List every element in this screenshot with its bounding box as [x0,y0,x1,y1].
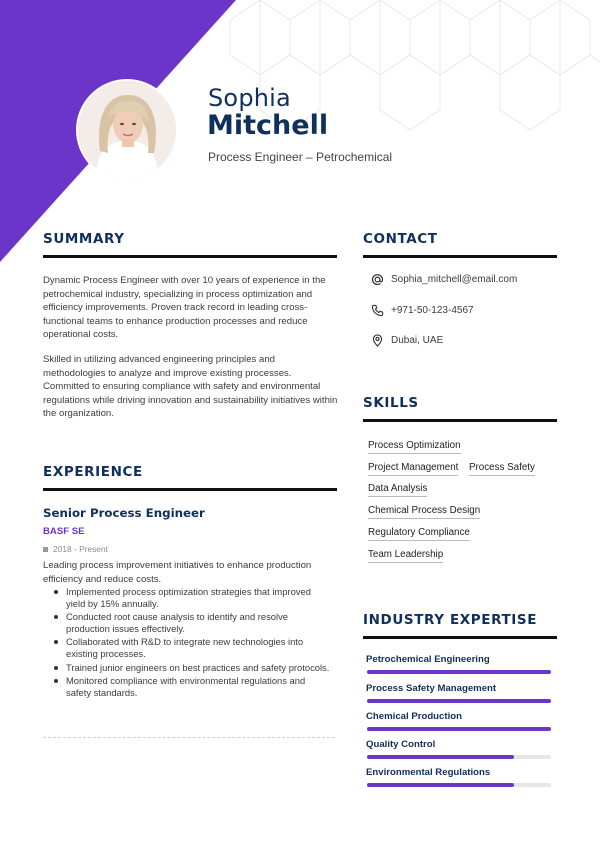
summary-paragraph-2: Skilled in utilizing advanced engineering principles and methodologies to analyze and improve existing processes. Committed to ensuring compliance with safety and environmental regulations while driving innovation and sustainability initiatives within the organization. [43,354,338,419]
contact-location [371,334,443,347]
expertise-label: Chemical Production [366,711,462,722]
list-item: Collaborated with R&D to integrate new technologies into existing processes. [52,636,332,659]
avatar [76,79,178,181]
expertise-label: Petrochemical Engineering [366,654,490,665]
summary-paragraph-1: Dynamic Process Engineer with over 10 years of experience in the petrochemical industry, specializing in process optimization and efficiency improvements. Proven track record in leading cross-functional teams to enhance production processes and reduce operational costs. [43,275,326,340]
job-title: Senior Process Engineer [43,506,205,520]
company-name: BASF SE [43,526,85,537]
section-divider [43,737,335,738]
job-dates [43,544,108,554]
last-name: Mitchell [207,110,329,141]
expertise-label: Quality Control [366,739,436,750]
skill-tag: Chemical Process Design [368,505,480,519]
summary-rule [43,255,337,258]
list-item: Monitored compliance with environmental regulations and safety standards. [52,675,332,698]
expertise-bar-fill [367,755,514,759]
expertise-label: Environmental Regulations [366,767,491,778]
contact-email-text: Sophia_mitchell@email.com [391,274,518,285]
expertise-bar-track [367,670,551,674]
contact-heading: CONTACT [363,231,438,247]
phone-icon [371,304,384,317]
expertise-bar-fill [367,699,551,703]
contact-phone[interactable] [371,304,474,317]
expertise-bar-fill [367,727,551,731]
skill-tag: Process Safety [469,462,535,476]
first-name: Sophia [208,84,291,112]
expertise-bar-fill [367,783,514,787]
experience-heading: EXPERIENCE [43,464,143,480]
expertise-bar-track [367,699,551,703]
contact-email[interactable] [371,273,517,286]
job-headline: Process Engineer – Petrochemical [208,150,393,164]
expertise-label: Process Safety Management [366,683,497,694]
list-item: Conducted root cause analysis to identify and resolve production issues effectively. [52,611,332,634]
skills-heading: SKILLS [363,395,419,411]
list-item: Implemented process optimization strategies that improved yield by 15% annually. [52,586,332,609]
industry-expertise-rule [363,636,557,639]
at-icon [371,273,384,286]
summary-heading: SUMMARY [43,231,125,247]
skill-tag: Project Management [368,462,458,476]
skills-rule [363,419,557,422]
experience-rule [43,488,337,491]
industry-expertise-heading: INDUSTRY EXPERTISE [363,612,538,628]
profile-photo-icon [78,81,176,179]
job-bullets [52,586,332,700]
skill-tag: Regulatory Compliance [368,527,470,541]
expertise-bar-fill [367,670,551,674]
expertise-bar-track [367,727,551,731]
expertise-bar-track [367,755,551,759]
skill-tag: Process Optimization [368,440,461,454]
calendar-square-icon [43,547,48,552]
skill-tag: Data Analysis [368,483,427,497]
expertise-bar-track [367,783,551,787]
contact-rule [363,255,557,258]
job-dates-text: 2018 - Present [53,544,108,554]
contact-phone-text: +971-50-123-4567 [391,305,474,316]
list-item: Trained junior engineers on best practices and safety protocols. [52,662,332,674]
contact-location-text: Dubai, UAE [391,335,444,346]
job-description: Leading process improvement initiatives to enhance production efficiency and reduce costs. [43,560,312,585]
skill-tag: Team Leadership [368,549,443,563]
location-pin-icon [371,334,384,347]
